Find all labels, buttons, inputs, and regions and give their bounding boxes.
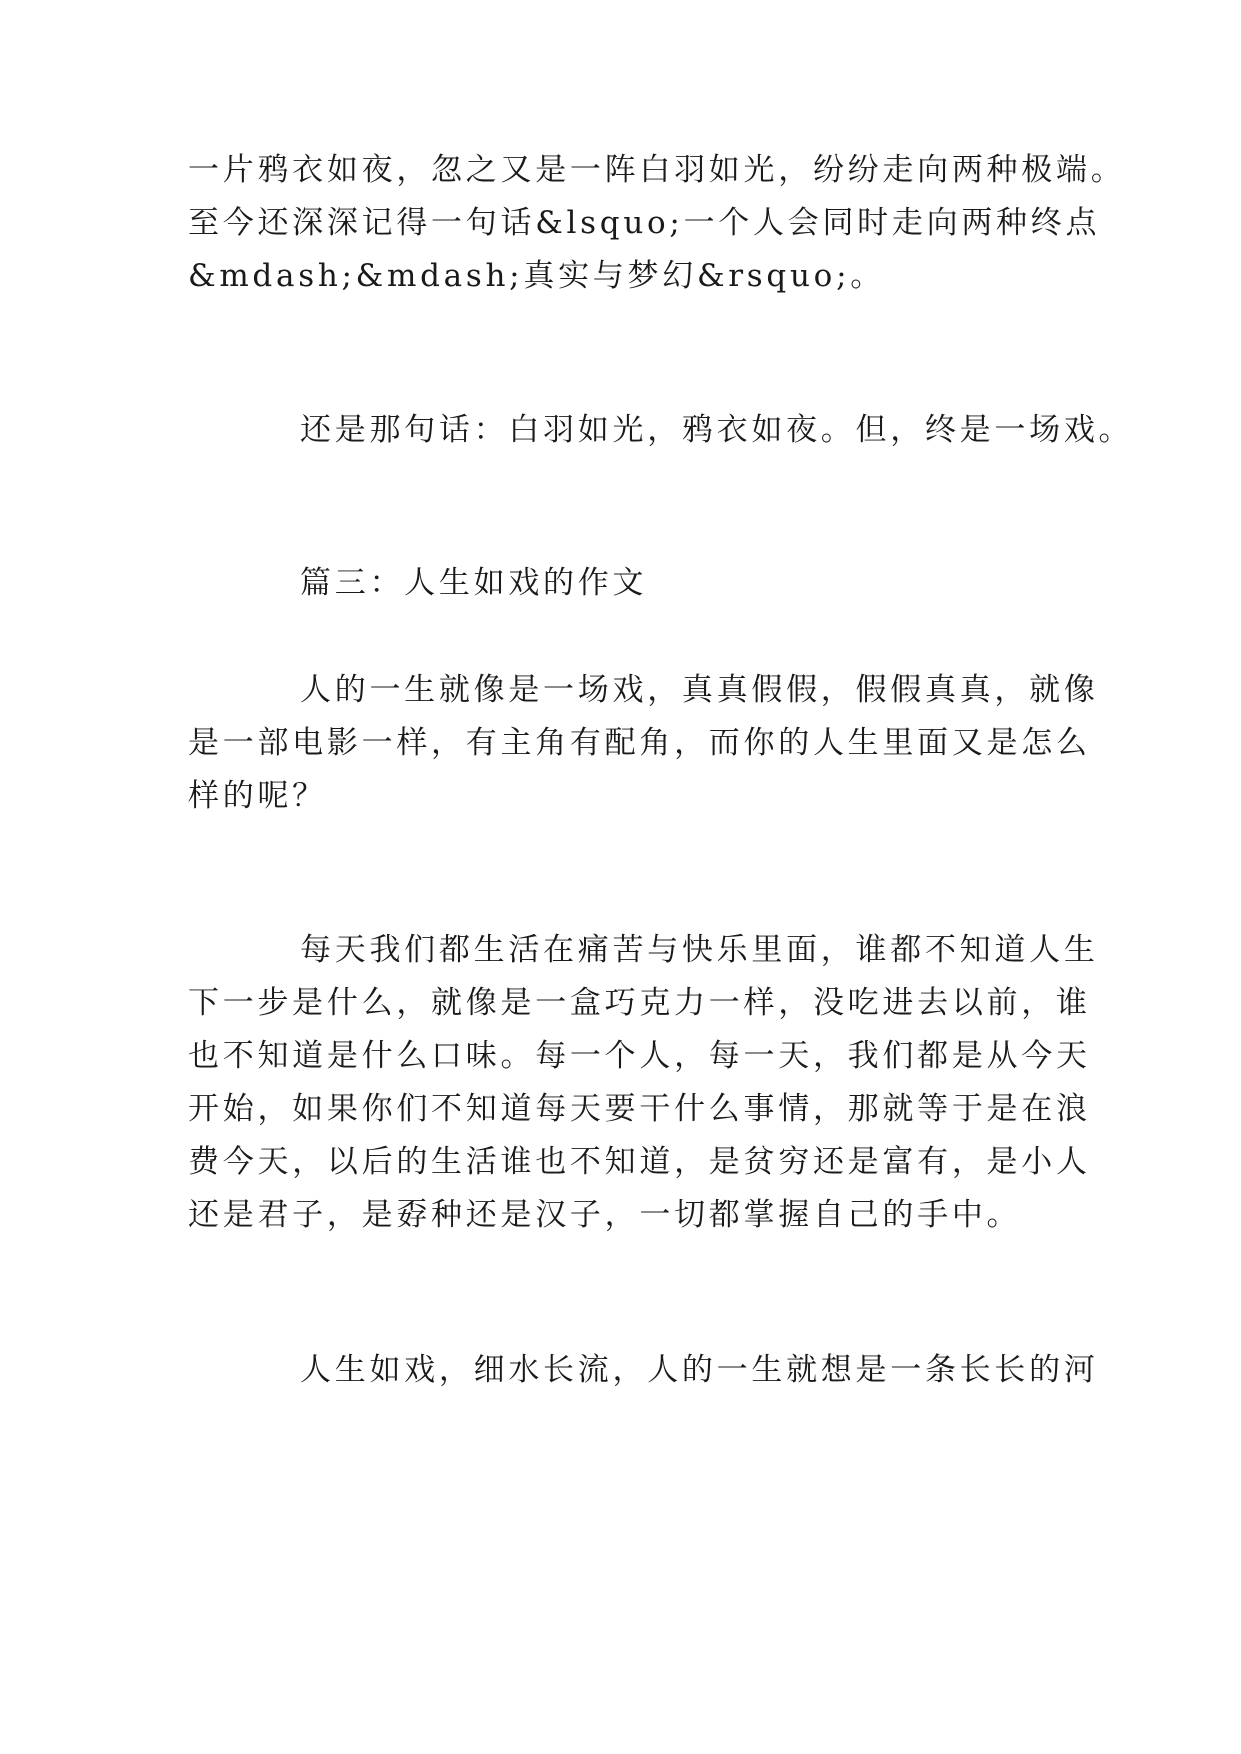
paragraph-line: 是一部电影一样，有主角有配角，而你的人生里面又是怎么	[188, 725, 1091, 761]
paragraph-line: 费今天，以后的生活谁也不知道，是贫穷还是富有，是小人	[188, 1144, 1091, 1180]
paragraph-line: 每天我们都生活在痛苦与快乐里面，谁都不知道人生	[300, 932, 1099, 968]
paragraph-line: 人的一生就像是一场戏，真真假假，假假真真，就像	[300, 672, 1099, 708]
paragraph-line: 也不知道是什么口味。每一个人，每一天，我们都是从今天	[188, 1038, 1091, 1074]
paragraph-line: 开始，如果你们不知道每天要干什么事情，那就等于是在浪	[188, 1091, 1091, 1127]
paragraph-line: 一片鸦衣如夜，忽之又是一阵白羽如光，纷纷走向两种极端。	[188, 152, 1126, 188]
paragraph-line: 还是那句话：白羽如光，鸦衣如夜。但，终是一场戏。	[300, 412, 1134, 448]
paragraph-line: 样的呢？	[188, 778, 327, 814]
paragraph-line: &mdash;&mdash;真实与梦幻&rsquo;。	[188, 258, 885, 294]
section-heading: 篇三：人生如戏的作文	[300, 565, 648, 601]
paragraph-line: 下一步是什么，就像是一盒巧克力一样，没吃进去以前，谁	[188, 985, 1091, 1021]
paragraph-line: 还是君子，是孬种还是汉子，一切都掌握自己的手中。	[188, 1197, 1022, 1233]
paragraph-line: 人生如戏，细水长流，人的一生就想是一条长长的河	[300, 1352, 1099, 1388]
paragraph-line: 至今还深深记得一句话&lsquo;一个人会同时走向两种终点	[188, 205, 1101, 241]
